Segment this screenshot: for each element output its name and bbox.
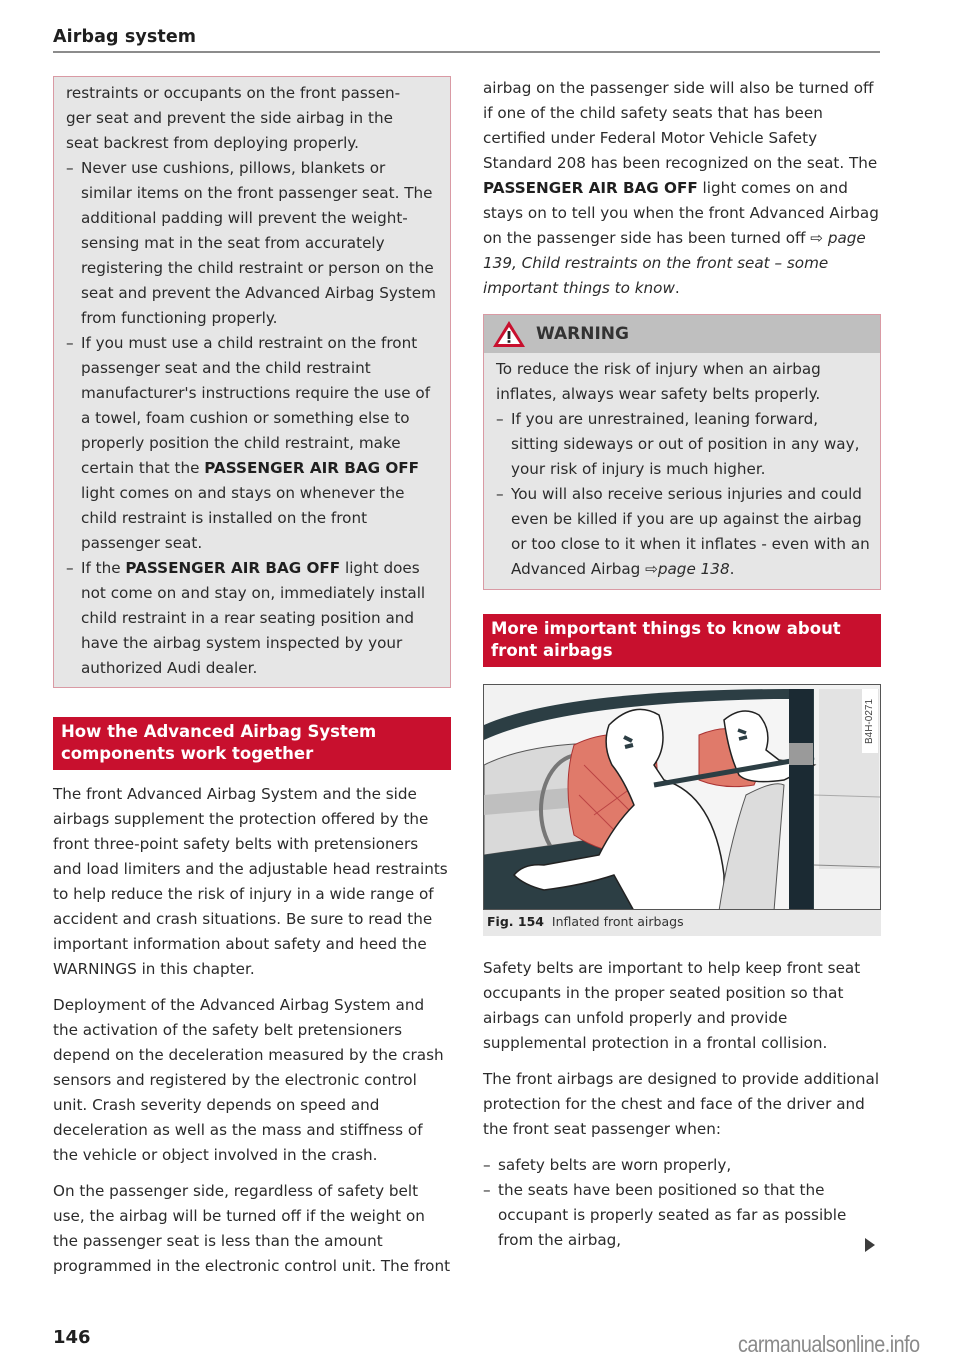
body-paragraph: The front airbags are designed to provide additional protection for the chest and face of the driver and the front seat passenger when:	[483, 1070, 880, 1138]
bullet-text: light does not come on and stay on, immediately install child restraint in a rear seating position and have the airbag system inspected by your authorized Audi dealer.	[81, 559, 426, 677]
bullet-text: If you are unrestrained, leaning forward, sitting sideways or out of position in any way, your risk of injury is much higher.	[511, 410, 860, 478]
indicator-light-name: PASSENGER AIR BAG OFF	[483, 179, 698, 197]
body-paragraph: Safety belts are important to help keep front seat occupants in the proper seated position so that airbags can unfold properly and provide supplemental protection in a frontal collision.	[483, 959, 861, 1052]
continued-paragraph	[483, 76, 881, 301]
warning-bullet	[496, 482, 870, 582]
figure-image-code	[862, 689, 878, 753]
paragraph-text: light comes on and stays on to tell you when the front Advanced Airbag on the passenger side has been turned off	[483, 179, 879, 247]
section-heading-front-airbags: More important things to know about front airbags	[483, 614, 881, 667]
bullet-text: You will also receive serious injuries and could even be killed if you are up against the airbag or too close to it when it inflates - even with an Advanced Airbag	[511, 485, 870, 578]
warning-body	[484, 353, 880, 589]
bullet-dash: –	[483, 1181, 491, 1199]
warning-header	[484, 315, 880, 353]
bullet-text: If you must use a child restraint on the front passenger seat and the child restraint manufacturer's instructions require the use of a towel, foam cushion or something else to properly position the child restraint, make certain that the	[81, 334, 431, 477]
reference-arrow-icon: ⇨	[810, 229, 824, 247]
figure-caption-text: Inflated front airbags	[551, 914, 684, 929]
figure-illustration	[483, 684, 881, 910]
indicator-light-name: PASSENGER AIR BAG OFF	[204, 459, 420, 477]
punctuation: .	[729, 560, 735, 578]
warning-title: WARNING	[536, 323, 629, 344]
warning-bullet	[496, 407, 870, 482]
notice-bullet	[66, 556, 440, 681]
image-code-text: B4H-0271	[864, 698, 876, 744]
section-heading-advanced-airbag: How the Advanced Airbag System components work together	[53, 717, 451, 770]
punctuation: .	[674, 279, 680, 297]
section-header-title: Airbag system	[53, 27, 197, 47]
figure-label: Fig. 154	[487, 914, 544, 929]
notice-continuation-line: seat backrest from deploying properly.	[66, 134, 359, 152]
bullet-dash: –	[66, 334, 74, 352]
warning-box	[483, 314, 881, 590]
body-paragraph: The front Advanced Airbag System and the side airbags supplement the protection offered by the front three-point safety belts with pretensioners and load limiters and the adjustable head restraints to help reduce the risk of injury in a wide range of accident and crash situations. Be sure to read the important information about safety and heed the WARNINGS in this chapter.	[53, 785, 448, 978]
right-body	[483, 956, 881, 1253]
bullet-dash: –	[483, 1156, 491, 1174]
body-paragraph: Deployment of the Advanced Airbag System and the activation of the safety belt pretensioners depend on the deceleration measured by the crash sensors and registered by the electronic control unit. Crash severity depends on speed and deceleration as well as the mass and stiffness of the vehicle or object involved in the crash.	[53, 996, 444, 1164]
reference-text: page 139, Child restraints on the front seat – some important things to know	[483, 229, 866, 297]
bullet-dash: –	[496, 410, 504, 428]
left-body	[53, 782, 451, 1279]
bullet-dash: –	[66, 159, 74, 177]
watermark: carmanualsonline.info	[738, 1331, 920, 1357]
bullet-dash: –	[496, 485, 504, 503]
notice-continuation-line: restraints or occupants on the front passen-	[66, 84, 401, 102]
bullet-text: Never use cushions, pillows, blankets or similar items on the front passenger seat. The additional padding will prevent the weight-sensing mat in the seat from accurately registering the child restraint or person on the seat and prevent the Advanced Airbag System from functioning properly.	[81, 159, 436, 327]
condition-list	[483, 1153, 881, 1253]
notice-bullet	[66, 156, 440, 331]
reference-arrow-icon: ⇨	[645, 560, 658, 578]
page-number: 146	[53, 1327, 91, 1348]
notice-continuation-line: ger seat and prevent the side airbag in the	[66, 109, 393, 127]
header-divider	[53, 51, 880, 53]
condition-bullet	[483, 1178, 881, 1253]
figure-154	[483, 684, 881, 936]
page-reference-link[interactable]	[645, 560, 729, 578]
reference-text: page 138	[657, 560, 730, 578]
bullet-text: light comes on and stays on whenever the child restraint is installed on the front passenger seat.	[81, 484, 405, 552]
body-paragraph: On the passenger side, regardless of safety belt use, the airbag will be turned off if the weight on the passenger seat is less than the amount programmed in the electronic control unit. The front	[53, 1182, 451, 1275]
continue-arrow-icon	[865, 1238, 875, 1252]
bullet-text: If the	[81, 559, 126, 577]
condition-bullet	[483, 1153, 881, 1178]
warning-intro: To reduce the risk of injury when an airbag inflates, always wear safety belts properly.	[496, 360, 821, 403]
inflated-airbags-illustration	[484, 685, 881, 910]
bullet-text: safety belts are worn properly,	[498, 1156, 732, 1174]
bullet-dash: –	[66, 559, 74, 577]
bullet-text: the seats have been positioned so that the occupant is properly seated as far as possible from the airbag,	[498, 1181, 847, 1249]
warning-triangle-icon	[492, 320, 526, 348]
indicator-light-name: PASSENGER AIR BAG OFF	[125, 559, 341, 577]
paragraph-text: airbag on the passenger side will also be turned off if one of the child safety seats that has been certified under Federal Motor Vehicle Safety Standard 208 has been recognized on the seat. The	[483, 79, 878, 172]
figure-caption	[483, 910, 881, 936]
left-column	[53, 76, 451, 1279]
notice-bullet	[66, 331, 440, 556]
notice-box-continued	[53, 76, 451, 688]
right-column	[483, 76, 881, 1253]
